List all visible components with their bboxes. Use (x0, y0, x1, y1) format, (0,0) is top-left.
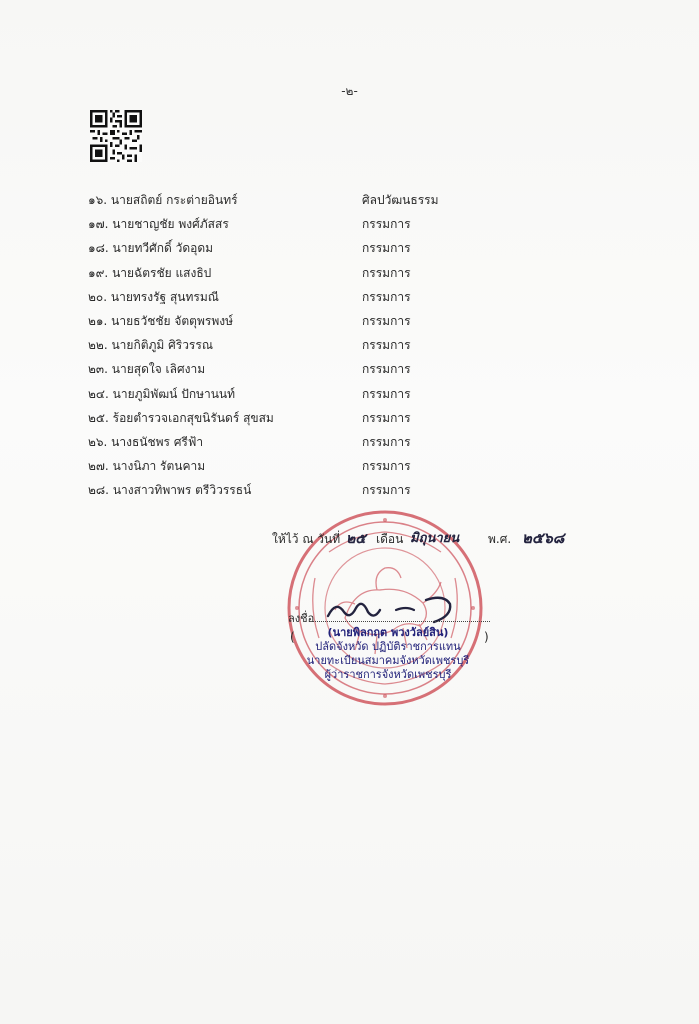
member-row (88, 333, 508, 357)
date-month-label: เดือน (376, 532, 404, 546)
member-role: กรรมการ (362, 362, 411, 377)
member-role: กรรมการ (362, 386, 411, 401)
member-number: ๒๖. (88, 434, 108, 449)
member-name: นางธนัชพร ศรีฟ้า (111, 434, 204, 449)
member-name: นายชาญชัย พงศ์ภัสสร (112, 217, 229, 232)
member-role: ศิลปวัฒนธรรม (362, 193, 439, 207)
handwritten-signature (322, 590, 462, 630)
signer-name: (นายพิลกฤต พวงวัลย์สิน) (327, 626, 449, 639)
open-paren: ( (290, 630, 295, 644)
member-role: กรรมการ (362, 483, 411, 498)
member-name: นายธวัชชัย จัตตุพรพงษ์ (111, 313, 233, 328)
member-number: ๒๘. (88, 483, 109, 498)
signer-stamp (288, 626, 488, 682)
signature-line (312, 621, 490, 622)
member-number: ๒๕. (88, 410, 109, 425)
date-month: มิถุนายน (410, 531, 460, 546)
member-number: ๑๗. (88, 217, 109, 232)
member-name: นางสาวทิพาพร ตรีวิวรรธน์ (112, 483, 252, 498)
member-number: ๒๗. (88, 459, 109, 474)
signer-position: นายทะเบียนสมาคมจังหวัดเพชรบุรี (306, 654, 470, 667)
date-day: ๒๕ (346, 531, 366, 547)
member-name: นางนิภา รัตนคาม (112, 459, 206, 474)
member-role: กรรมการ (362, 313, 411, 328)
member-name: นายฉัตรชัย แสงธิป (112, 265, 212, 280)
member-row (88, 212, 508, 236)
member-row (88, 236, 508, 260)
date-year-label: พ.ศ. (488, 532, 512, 546)
member-name: นายกิติภูมิ ศิริวรรณ (111, 338, 213, 353)
close-paren: ) (484, 630, 489, 644)
member-row (88, 454, 508, 478)
member-role: กรรมการ (362, 265, 411, 280)
signature-label: ลงชื่อ (288, 612, 315, 625)
member-row (88, 406, 508, 430)
member-name: นายภูมิพัฒน์ ปักษานนท์ (112, 386, 236, 401)
member-row (88, 478, 508, 502)
member-role: กรรมการ (362, 434, 411, 449)
date-prefix: ให้ไว้ ณ วันที่ (272, 532, 341, 546)
member-row (88, 261, 508, 285)
member-number: ๒๐. (88, 289, 108, 304)
member-number: ๒๔. (88, 386, 109, 401)
member-name: นายสุดใจ เลิศงาม (111, 362, 206, 377)
member-role: กรรมการ (362, 217, 411, 232)
signer-position: ผู้ว่าราชการจังหวัดเพชรบุรี (324, 668, 452, 681)
member-number: ๑๘. (88, 241, 109, 256)
member-name: นายทรงรัฐ สุนทรมณี (110, 289, 219, 304)
member-row (88, 188, 508, 212)
member-role: กรรมการ (362, 410, 411, 425)
member-role: กรรมการ (362, 241, 411, 256)
page-number: -๒- (341, 84, 358, 98)
signer-position: ปลัดจังหวัด ปฏิบัติราชการแทน (315, 640, 461, 653)
member-name: นายทวีศักดิ์ วัดอุดม (112, 241, 214, 256)
member-row (88, 430, 508, 454)
date-year: ๒๕๖๘ (522, 529, 565, 547)
member-number: ๑๙. (88, 265, 109, 280)
member-row (88, 285, 508, 309)
member-role: กรรมการ (362, 338, 411, 353)
member-name: ร้อยตำรวจเอกสุขนิรันดร์ สุขสม (112, 410, 274, 425)
member-row (88, 382, 508, 406)
member-role: กรรมการ (362, 459, 411, 474)
member-number: ๒๓. (88, 362, 108, 377)
qr-code (90, 110, 142, 162)
member-row (88, 309, 508, 333)
member-list (88, 188, 508, 502)
member-number: ๑๖. (88, 193, 108, 207)
member-number: ๒๒. (88, 338, 108, 353)
member-row (88, 357, 508, 381)
member-role: กรรมการ (362, 289, 411, 304)
member-name: นายสถิตย์ กระต่ายอินทร์ (110, 193, 238, 207)
member-number: ๒๑. (88, 313, 108, 328)
